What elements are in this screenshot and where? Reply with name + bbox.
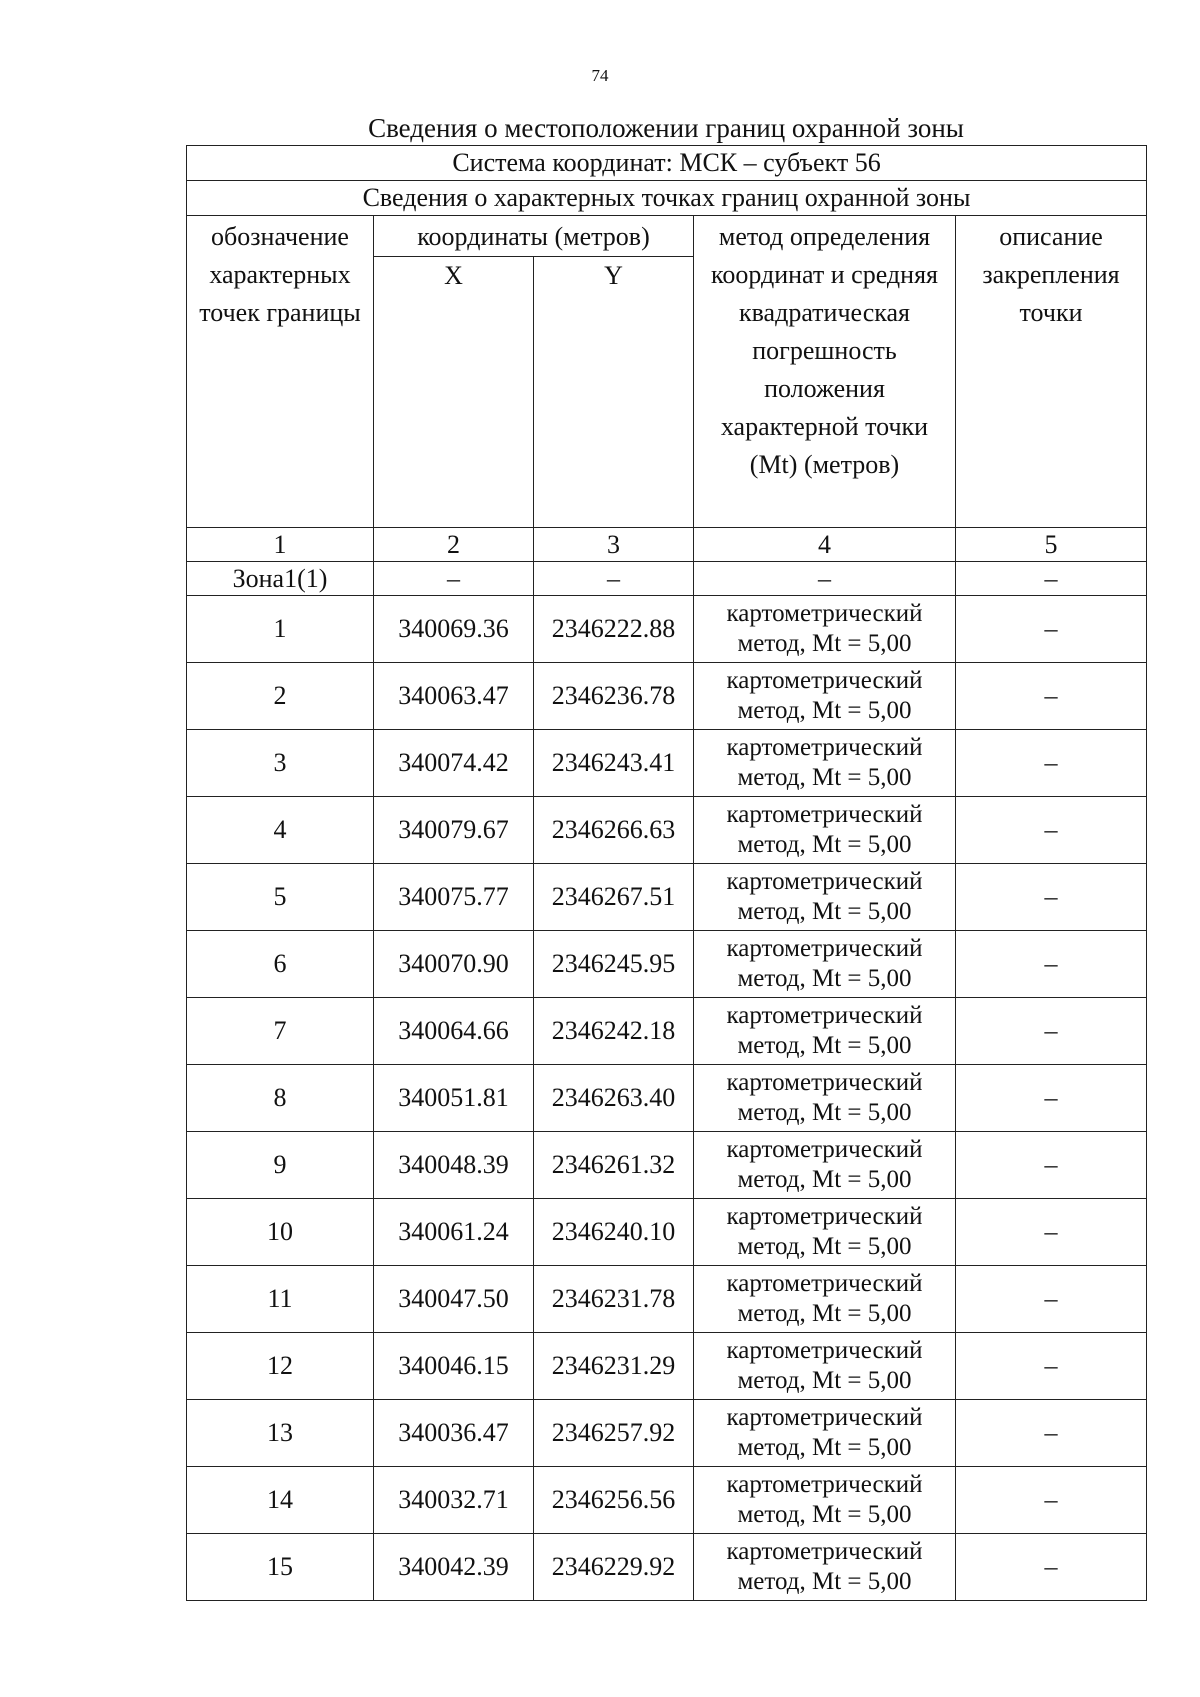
table-row xyxy=(187,596,1147,663)
document-title: Сведения о местоположении границ охранной зоны xyxy=(368,113,964,143)
method-line-1: картометрический xyxy=(726,1069,923,1096)
point-description: – xyxy=(956,998,1147,1065)
table-row xyxy=(187,730,1147,797)
point-x: 340074.42 xyxy=(374,730,534,797)
point-method xyxy=(694,797,956,864)
method-line-2: метод, Mt = 5,00 xyxy=(737,965,912,992)
point-y: 2346242.18 xyxy=(534,998,694,1065)
point-method xyxy=(694,1132,956,1199)
point-x: 340061.24 xyxy=(374,1199,534,1266)
point-description: – xyxy=(956,663,1147,730)
method-line-1: картометрический xyxy=(726,734,923,761)
point-number: 15 xyxy=(187,1534,374,1601)
column-numbers-row xyxy=(187,528,1147,562)
point-description: – xyxy=(956,1534,1147,1601)
point-y: 2346240.10 xyxy=(534,1199,694,1266)
method-line-2: метод, Mt = 5,00 xyxy=(737,1501,912,1528)
column-number: 2 xyxy=(374,528,534,562)
method-line-1: картометрический xyxy=(726,868,923,895)
point-description: – xyxy=(956,1199,1147,1266)
point-method xyxy=(694,1266,956,1333)
table-row xyxy=(187,797,1147,864)
point-method xyxy=(694,596,956,663)
point-description: – xyxy=(956,797,1147,864)
point-number: 13 xyxy=(187,1400,374,1467)
coordinates-table xyxy=(186,145,1147,1601)
point-x: 340032.71 xyxy=(374,1467,534,1534)
method-line-2: метод, Mt = 5,00 xyxy=(737,1099,912,1126)
point-number: 5 xyxy=(187,864,374,931)
zone-x: – xyxy=(374,562,534,596)
point-y: 2346261.32 xyxy=(534,1132,694,1199)
header-y: Y xyxy=(534,257,694,528)
section-title-row xyxy=(187,181,1147,216)
point-x: 340064.66 xyxy=(374,998,534,1065)
method-line-2: метод, Mt = 5,00 xyxy=(737,1434,912,1461)
point-x: 340036.47 xyxy=(374,1400,534,1467)
point-number: 12 xyxy=(187,1333,374,1400)
point-x: 340075.77 xyxy=(374,864,534,931)
point-number: 14 xyxy=(187,1467,374,1534)
header-method: метод определения координат и средняя квадратическая погрешность положения характерной точки (Mt) (метров) xyxy=(694,216,956,528)
point-method xyxy=(694,663,956,730)
point-method xyxy=(694,1400,956,1467)
method-line-1: картометрический xyxy=(726,1002,923,1029)
method-line-2: метод, Mt = 5,00 xyxy=(737,1367,912,1394)
table-row xyxy=(187,1333,1147,1400)
zone-description: – xyxy=(956,562,1147,596)
method-line-1: картометрический xyxy=(726,1270,923,1297)
point-method xyxy=(694,1534,956,1601)
method-line-1: картометрический xyxy=(726,1136,923,1163)
column-number: 4 xyxy=(694,528,956,562)
point-x: 340079.67 xyxy=(374,797,534,864)
point-description: – xyxy=(956,1400,1147,1467)
table-row xyxy=(187,864,1147,931)
method-line-2: метод, Mt = 5,00 xyxy=(737,764,912,791)
point-x: 340063.47 xyxy=(374,663,534,730)
point-y: 2346257.92 xyxy=(534,1400,694,1467)
point-y: 2346229.92 xyxy=(534,1534,694,1601)
point-number: 10 xyxy=(187,1199,374,1266)
point-description: – xyxy=(956,931,1147,998)
point-y: 2346263.40 xyxy=(534,1065,694,1132)
method-line-2: метод, Mt = 5,00 xyxy=(737,630,912,657)
table-row xyxy=(187,1467,1147,1534)
point-x: 340047.50 xyxy=(374,1266,534,1333)
point-x: 340069.36 xyxy=(374,596,534,663)
zone-name: Зона1(1) xyxy=(187,562,374,596)
point-x: 340046.15 xyxy=(374,1333,534,1400)
point-number: 8 xyxy=(187,1065,374,1132)
method-line-2: метод, Mt = 5,00 xyxy=(737,1166,912,1193)
point-method xyxy=(694,931,956,998)
point-number: 9 xyxy=(187,1132,374,1199)
method-line-1: картометрический xyxy=(726,935,923,962)
table-row xyxy=(187,931,1147,998)
point-number: 3 xyxy=(187,730,374,797)
method-line-2: метод, Mt = 5,00 xyxy=(737,831,912,858)
method-line-1: картометрический xyxy=(726,1471,923,1498)
point-number: 2 xyxy=(187,663,374,730)
method-line-2: метод, Mt = 5,00 xyxy=(737,1300,912,1327)
point-y: 2346245.95 xyxy=(534,931,694,998)
point-description: – xyxy=(956,1065,1147,1132)
point-y: 2346222.88 xyxy=(534,596,694,663)
point-method xyxy=(694,864,956,931)
column-number: 3 xyxy=(534,528,694,562)
point-number: 7 xyxy=(187,998,374,1065)
point-y: 2346243.41 xyxy=(534,730,694,797)
point-number: 1 xyxy=(187,596,374,663)
point-x: 340051.81 xyxy=(374,1065,534,1132)
point-description: – xyxy=(956,1333,1147,1400)
point-method xyxy=(694,730,956,797)
point-number: 11 xyxy=(187,1266,374,1333)
table-row xyxy=(187,1132,1147,1199)
method-line-1: картометрический xyxy=(726,1404,923,1431)
point-method xyxy=(694,998,956,1065)
method-line-1: картометрический xyxy=(726,1538,923,1565)
point-description: – xyxy=(956,1266,1147,1333)
table-row xyxy=(187,1065,1147,1132)
point-method xyxy=(694,1199,956,1266)
header-coordinates: координаты (метров) xyxy=(374,216,694,257)
method-line-2: метод, Mt = 5,00 xyxy=(737,898,912,925)
coord-system-cell: Система координат: МСК – субъект 56 xyxy=(187,146,1147,181)
point-description: – xyxy=(956,1467,1147,1534)
method-line-1: картометрический xyxy=(726,1337,923,1364)
method-line-2: метод, Mt = 5,00 xyxy=(737,1032,912,1059)
method-line-2: метод, Mt = 5,00 xyxy=(737,1568,912,1595)
coord-system-row xyxy=(187,146,1147,181)
table-row xyxy=(187,663,1147,730)
point-description: – xyxy=(956,730,1147,797)
point-number: 4 xyxy=(187,797,374,864)
point-x: 340070.90 xyxy=(374,931,534,998)
point-description: – xyxy=(956,596,1147,663)
column-number: 1 xyxy=(187,528,374,562)
point-method xyxy=(694,1467,956,1534)
point-y: 2346267.51 xyxy=(534,864,694,931)
method-line-2: метод, Mt = 5,00 xyxy=(737,697,912,724)
point-number: 6 xyxy=(187,931,374,998)
table-row xyxy=(187,998,1147,1065)
point-method xyxy=(694,1065,956,1132)
point-method xyxy=(694,1333,956,1400)
table-row xyxy=(187,1534,1147,1601)
zone-method: – xyxy=(694,562,956,596)
point-x: 340042.39 xyxy=(374,1534,534,1601)
point-description: – xyxy=(956,1132,1147,1199)
column-number: 5 xyxy=(956,528,1147,562)
point-x: 340048.39 xyxy=(374,1132,534,1199)
method-line-1: картометрический xyxy=(726,1203,923,1230)
header-designation: обозначение характерных точек границы xyxy=(187,216,374,528)
method-line-1: картометрический xyxy=(726,600,923,627)
method-line-1: картометрический xyxy=(726,801,923,828)
table-row xyxy=(187,1400,1147,1467)
point-description: – xyxy=(956,864,1147,931)
header-x: X xyxy=(374,257,534,528)
point-y: 2346231.29 xyxy=(534,1333,694,1400)
table-row xyxy=(187,1199,1147,1266)
zone-row xyxy=(187,562,1147,596)
section-title-cell: Сведения о характерных точках границ охранной зоны xyxy=(187,181,1147,216)
header-row xyxy=(187,216,1147,257)
point-y: 2346231.78 xyxy=(534,1266,694,1333)
page-number: 74 xyxy=(591,66,609,85)
point-y: 2346256.56 xyxy=(534,1467,694,1534)
point-y: 2346266.63 xyxy=(534,797,694,864)
method-line-1: картометрический xyxy=(726,667,923,694)
method-line-2: метод, Mt = 5,00 xyxy=(737,1233,912,1260)
zone-y: – xyxy=(534,562,694,596)
table-row xyxy=(187,1266,1147,1333)
header-description: описание закрепления точки xyxy=(956,216,1147,528)
point-y: 2346236.78 xyxy=(534,663,694,730)
